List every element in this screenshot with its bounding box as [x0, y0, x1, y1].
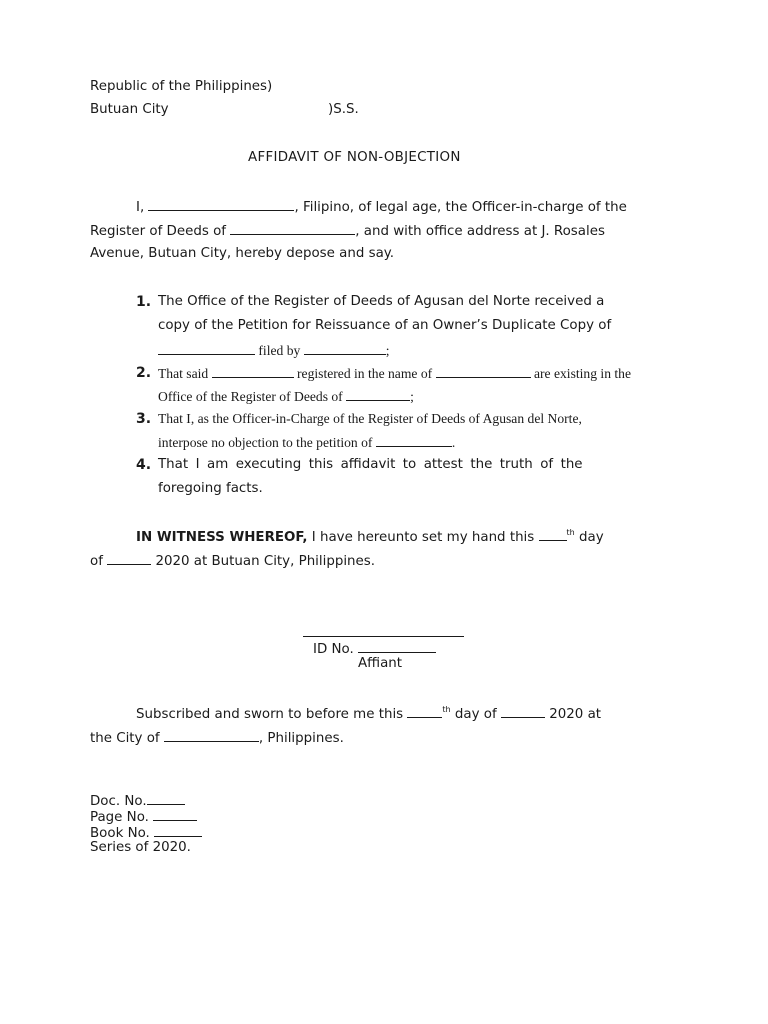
signature-line [303, 636, 464, 637]
affiant-label: Affiant [358, 656, 403, 671]
series-year: Series of 2020. [90, 840, 191, 855]
item-3-line-1: That I, as the Officer-in-Charge of the Register of Deeds of Agusan del Norte, [158, 411, 582, 426]
jurat-line-1: Subscribed and sworn to before me this $^{th}$ day of 2020 at [136, 705, 602, 722]
jurat-day-blank [407, 705, 442, 718]
witness-day-blank [539, 528, 567, 541]
city-blank [164, 729, 259, 742]
header-city: Butuan City [90, 102, 169, 117]
witness-line-1: IN WITNESS WHEREOF, I have hereunto set my hand this $^{th}$ day [136, 528, 604, 545]
item-4-line-2: foregoing facts. [158, 481, 263, 496]
item-3-number: 3. [136, 411, 152, 427]
page-number-blank [153, 808, 197, 821]
item-2-line-1: That said registered in the name of are existing in the [158, 366, 631, 381]
item-2-number: 2. [136, 365, 152, 381]
item-2-line-2: Office of the Register of Deeds of ; [158, 389, 414, 404]
doc-number-blank [147, 792, 185, 805]
document-title: AFFIDAVIT OF NON-OBJECTION [248, 150, 461, 165]
intro-line-1: I, , Filipino, of legal age, the Officer-in-charge of the [136, 200, 627, 215]
jurat-month-blank [501, 705, 545, 718]
book-number-blank [154, 824, 202, 837]
item-4-number: 4. [136, 457, 152, 473]
item-4-line-1: That I am executing this affidavit to attest the truth of the [158, 457, 583, 472]
id-number-line: ID No. [313, 640, 436, 657]
item-1-line-3: filed by ; [158, 342, 390, 359]
header-ss: )S.S. [328, 102, 359, 117]
intro-line-2: Register of Deeds of , and with office address at J. Rosales [90, 224, 605, 239]
deeds-of-blank [346, 388, 410, 401]
item-3-line-2: interpose no objection to the petition of . [158, 435, 456, 450]
item-1-line-1: The Office of the Register of Deeds of Agusan del Norte received a [158, 294, 605, 309]
register-blank [230, 222, 355, 235]
book-number: Book No. [90, 824, 202, 841]
witness-month-blank [107, 552, 151, 565]
item-1-number: 1. [136, 294, 152, 310]
id-number-blank [358, 640, 436, 653]
header-republic: Republic of the Philippines) [90, 79, 273, 94]
item-1-line-2: copy of the Petition for Reissuance of an Owner’s Duplicate Copy of [158, 318, 612, 333]
jurat-line-2: the City of , Philippines. [90, 731, 344, 746]
registered-name-blank [436, 365, 531, 378]
title-blank [212, 365, 294, 378]
name-blank [148, 198, 294, 211]
petition-blank [158, 342, 255, 355]
page-number: Page No. [90, 808, 197, 825]
filed-by-blank [304, 342, 386, 355]
doc-number: Doc. No. [90, 792, 185, 809]
witness-line-2: of 2020 at Butuan City, Philippines. [90, 554, 376, 569]
intro-line-3: Avenue, Butuan City, hereby depose and say. [90, 246, 395, 261]
petitioner-blank [376, 434, 452, 447]
